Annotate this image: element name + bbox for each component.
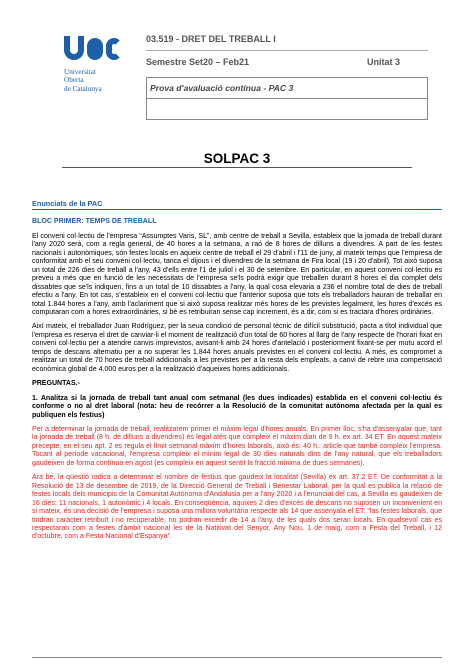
unit-label: Unitat 3	[366, 57, 400, 67]
uoc-logo-mark	[64, 36, 124, 64]
semester-row	[146, 51, 428, 73]
question-1: 1. Analitza si la jornada de treball tant anual com setmanal (les dues indicades) establida en el conveni col·lectiu és conforme o no al dret laboral (nota: heu de recórrer a la Resolució de la comunitat autònoma afectada per la qual es publiquen els festius)	[32, 394, 442, 419]
header-empty-box	[146, 99, 428, 120]
block-title: BLOC PRIMER: TEMPS DE TREBALL	[32, 218, 157, 226]
document-body	[32, 200, 442, 542]
section-heading: Enunciats de la PAC	[32, 200, 442, 210]
page-title: SOLPAC 3	[203, 151, 271, 166]
document-header	[146, 28, 428, 120]
logo-line-2: Oberta	[64, 76, 84, 85]
uoc-logo-text	[64, 68, 134, 93]
title-divider	[62, 167, 412, 168]
logo-line-1: Universitat	[64, 68, 96, 76]
semester-label: Semestre Set20 – Feb21	[146, 57, 250, 67]
answer-paragraph-2: Ara bé, la qüestió radica a determinar el nombre de festius que gaudeix la localitat (Sevilla) ex art. 37.2 ET. De conformitat a la Resolució de 13 de desembre de 2019, de la Direcció General de Treball i Benestar Laboral, per la qual es publica la relació de festes locals dels municipis de la Comunitat Autònoma d'Andalusia per a l'any 2020 i a l'enunciat del cas, a Sevilla es gaudeixen de 16 dies: 11 nacionals, 1 autonòmic i 4 locals. En conseqüència, aquixes 2 dies d'excés de descans no suposen un inconvenient en si mateix, és una decisió de l'empresa i suposa una millora voluntària respecte als 14 que assenyala el ET: “las festes laborals, que tindran caràcter retribuït i no recuperable, no podran excedir de 14 a l'any, de les quals dos seran locals. En qualsevol cas es respectaran com a festes d'àmbit nacional les de la Natitivat del Senyor, Any Nou, 1 de maig, com a Festa del Treball, i 12 d'octubre, com a Festa Nacional d'Espanya”.	[32, 474, 442, 541]
assessment-label: Prova d'avaluació contínua - PAC 3	[146, 77, 428, 99]
case-paragraph-2: Així mateix, el treballador Juan Rodríguez, per la seua condició de personal tècnic de difícil substitució, pacta a títol individual que l'empresa es reserva el dret de canviar-li el moment de realització d'un total de 60 hores al llarg de l'any respecte de l'horari fixat en conveni col·lectiu per a atendre canvis imprevistos, avisant-li amb 24 hores d'antelació i posteriorment fixant-se per mutu acord el temps de descans alternatiu per a no superar les 1.844 hores anuals previstes en el conveni col·lectiu. A més, es compromet a realitzar un total de 70 hores de treball addicionals a les previstes per a la resta dels empleats, a canvi de rebre una compensació econòmica global de 4.000 euros per a la realització d'aqueixes hores addicionals.	[32, 323, 442, 373]
answer-paragraph-1: Per a determinar la jornada de treball, realitzarem primer el màxim legal d'hores anuals. En primer lloc, s'ha d'assenyalar que, tant la jornada de treball (8 h. de dilluns a divendres) és legal atès que compleix el màxim diari de 9 h. ex art. 34 ET. En aquest mateix precepte, en el seu apt. 2 es regula el límit setmanal màxim d'hores laborals, això és: 40 h.: article que també compleix l'empresa. Tocant al període vacacional, l'empresa compleix el mínim legal de 30 dies naturals dins de l'any natural, que els treballadors gaudeixen de forma contínua en agost (es compleix en aquest sentit la fracció mínima de dues setmanes).	[32, 425, 442, 467]
uoc-logo	[64, 36, 134, 93]
logo-line-3: de Catalunya	[64, 84, 102, 93]
case-paragraph-1: El conveni col·lectiu de l'empresa “Assumptes Varis, SL”, amb centre de treball a Sevilla, estableix que la jornada de treball durant l'any 2020 serà, com a regla general, de 40 hores a la setmana, a raó de 8 hores de dilluns a divendres. A part de les festes nacionals i autonòmiques, són festes locals en aqueix centre de treball el 29 d'abril i l'11 de juny, al mateix temps que l'empresa de conformitat amb el seu conveni col·lectiu, tanca el dijous i el divendres de la setmana de Fira local (19 i 20 d'abril). Tot això suposa un total de 226 dies de treball a l'any, 43 d'ells entre l'1 de juliol i el 30 de setembre. En particular, en aquest conveni col·lectiu es preveu a més que en funció de les necessitats de l'empresa se'ls podrà exigir que treballen durant 8 hores el dia complet dels dissabtes que se'ls indiquen, fins a un total de 10 dissabtes a l'any, la qual cosa elevaria a 236 el nombre total de dies de treball efectiu a l'any. En tot cas, s'estableix en el conveni col·lectiu que l'anterior suposa que tots els treballadors hauran de treballar en total 1.844 hores a l'any, amb l'aclariment que si això suposa realitzar més hores de les previstes legalment, les hores d'excés es computaran com a hores extraordinàries, si bé es retribuiran sense cap increment, és a dir, com si es tractara d'hores ordinàries.	[32, 232, 442, 316]
questions-label: PREGUNTAS.-	[32, 380, 81, 388]
footer-divider	[32, 657, 442, 658]
course-code: 03.519 - DRET DEL TREBALL I	[146, 28, 428, 51]
